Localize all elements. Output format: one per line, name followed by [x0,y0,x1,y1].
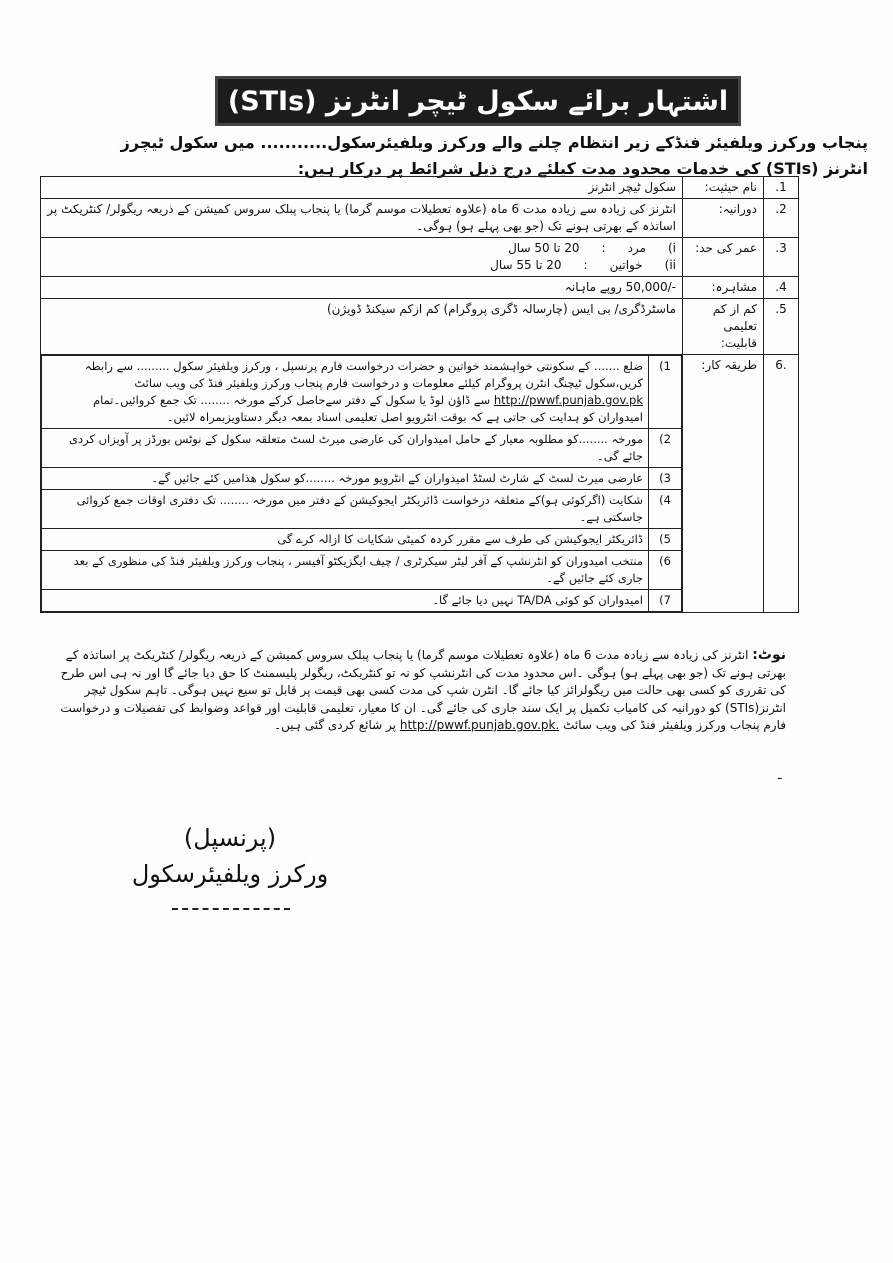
row-value: ماسٹرڈگری/ بی ایس (چارسالہ ڈگری پروگرام) کم ازکم سیکنڈ ڈویژن) [41,299,683,355]
row-num: 1. [764,177,799,199]
note-label: نوٹ: [752,647,786,663]
age-male-sep: : [601,241,606,255]
step-num: 1) [649,356,682,429]
procedure-step [42,468,682,490]
note-text-a: انٹرنز کی زیادہ سے زیادہ مدت 6 ماہ (علاوہ تعطیلات موسم گرما) یا پنجاب پبلک سروس کمیشن کے ذریعہ ریگولر/ کنٹریکٹ پر اساتذہ کے بھرتی ہونے تک (جو بھی پہلے ہو) ہوگی ۔اس محدود مدت کی انٹرنشپ کو نہ تو کنٹریکٹ، ریگولر پلیسمنٹ کا حق دیا جائے گا اور نہ ہی اس طرح کی تقرری کو کسی بھی حالت میں ریگولرائز کیا جائے گا۔ انٹرن شپ کی مدت کسی بھی قیمت پر قابل تو سیع نہیں ہوگی۔ تاہم سکول ٹیچر انٹرنز(STIs) کو دورانیہ کی کامیاب تکمیل پر ایک سند جاری کی جائے گی۔ ان کا معیار، تعلیمی قابلیت اور قواعد وضوابط کی تفصیلات و درخواست فارم پنجاب ورکرز ویلفیئر فنڈ کی ویب سائٹ [60,648,786,732]
step-num: 2) [649,429,682,468]
step-num: 4) [649,490,682,529]
procedure-step [42,429,682,468]
row-num: 3. [764,238,799,277]
age-female-label: خواتین [609,258,643,272]
step-num: 5) [649,529,682,551]
step-text: عارضی میرٹ لسٹ کے شارٹ لسٹڈ امیدواران کے انٹرویو مورخہ ........کو سکول ھذامیں کئے جائیں گے۔ [42,468,649,490]
row-qualification [41,299,799,355]
procedure-step [42,356,682,429]
step-text: شکایت (اگرکوئی ہو)کے متعلقہ درخواست ڈائریکٹر ایجوکیشن کے دفتر میں مورخہ ........ تک دفتری اوقات جمع کروائی جاسکتی ہے۔ [42,490,649,529]
row-value: سکول ٹیچر انٹرنز [41,177,683,199]
age-female-range: 20 تا 55 سال [490,258,562,272]
procedure-step [42,529,682,551]
age-male [47,240,676,257]
age-male-index: i) [667,241,676,255]
intro-line-2: انٹرنز (STIs) کی خدمات محدود مدت کیلئے درج ذیل شرائط پر درکار ہیں: [297,159,868,178]
intro-line-1: پنجاب ورکرز ویلفیئر فنڈکے زیر انتظام چلنے والے ورکرز ویلفیئرسکول........... میں سکول ٹیچرز [120,133,868,152]
row-label: عمر کی حد: [683,238,764,277]
procedure-step [42,490,682,529]
age-male-range: 20 تا 50 سال [508,241,580,255]
row-duration [41,199,799,238]
advertisement-header [215,76,741,126]
row-label: نام حیثیت: [683,177,764,199]
signature-school: ورکرز ویلفیئرسکول [131,860,329,888]
procedure-table [41,355,682,612]
procedure-step [42,590,682,612]
row-num: 5. [764,299,799,355]
row-value: -/50,000 روپے ماہانہ [41,277,683,299]
row-num: 4. [764,277,799,299]
conditions-table [40,176,799,613]
age-female [47,257,676,274]
step-num: 3) [649,468,682,490]
row-label: طریقہ کار: [683,355,764,613]
step-num: 7) [649,590,682,612]
intro-text [120,130,868,182]
note-website-link[interactable]: http://pwwf.punjab.gov.pk. [399,718,560,732]
age-female-sep: : [583,258,588,272]
row-label: کم از کم تعلیمی قابلیت: [683,299,764,355]
signature-title: (پرنسپل) [183,824,277,852]
signature-line [172,908,290,910]
step-text [42,356,649,429]
step-text: امیدواران کو کوئی TA/DA نہیں دیا جائے گا۔ [42,590,649,612]
step-text: ڈائریکٹر ایجوکیشن کی طرف سے مقرر کردہ کمیٹی شکایات کا ازالہ کرے گی [42,529,649,551]
age-female-index: ii) [664,258,676,272]
row-num: 2. [764,199,799,238]
step-text-b: سے ڈاؤن لوڈ یا سکول کے دفتر سےحاصل کرکے مورخہ ........ تک جمع کروائیں۔تمام امیدواران کو ہدایت کی جاتی ہے کہ بوقت انٹرویو اصل تعلیمی اسناد بمعہ دیگر دستاویزبمراہ لائیں۔ [92,393,643,424]
procedure-cell [41,355,683,613]
row-label: دورانیہ: [683,199,764,238]
age-values [41,238,683,277]
row-value: انٹرنز کی زیادہ سے زیادہ مدت 6 ماہ (علاوہ تعطیلات موسم گرما) یا پنجاب پبلک سروس کمیشن کے ذریعہ ریگولر/ کنٹریکٹ پر اساتذہ کے بھرتی ہونے تک (جو بھی پہلے ہو) ہوگی۔ [41,199,683,238]
row-salary [41,277,799,299]
row-age-limit [41,238,799,277]
header-title: اشتہار برائے سکول ٹیچر انٹرنز (STIs) [227,85,729,117]
procedure-step [42,551,682,590]
step-text: منتخب امیدوران کو انٹرنشپ کے آفر لیٹر سیکرٹری / چیف ایگزیکٹو آفیسر ، پنجاب ورکرز ویلفیئر فنڈ کی منظوری کے بعد جاری کئے جائیں گے۔ [42,551,649,590]
row-label: مشاہرہ: [683,277,764,299]
age-male-label: مرد [627,241,646,255]
note-text-b: پر شائع کردی گئی ہیں۔ [274,718,397,732]
row-procedure [41,355,799,613]
row-num: .6 [764,355,799,613]
website-link[interactable]: http://pwwf.punjab.gov.pk [493,393,643,407]
margin-mark: ـ [778,768,782,782]
row-designation [41,177,799,199]
step-num: 6) [649,551,682,590]
step-text-a: ضلع ....... کے سکونتی خواہشمند خواتین و حضرات درخواست فارم پرنسپل ، ورکرز ویلفیئر سکول ......... سے رابطہ کریں،سکول ٹیچنگ انٹرن پروگرام کیلئے معلومات و درخواست فارم پنجاب ورکرز ویلفیئر فنڈ کی ویب سائٹ [84,359,643,390]
signature-block [110,820,350,892]
note-section [44,647,786,735]
step-text: مورخہ ........کو مطلوبہ معیار کے حامل امیدواران کی عارضی میرٹ لسٹ متعلقہ سکول کے نوٹس بورڈز پر آویزاں کردی جائے گی۔ [42,429,649,468]
